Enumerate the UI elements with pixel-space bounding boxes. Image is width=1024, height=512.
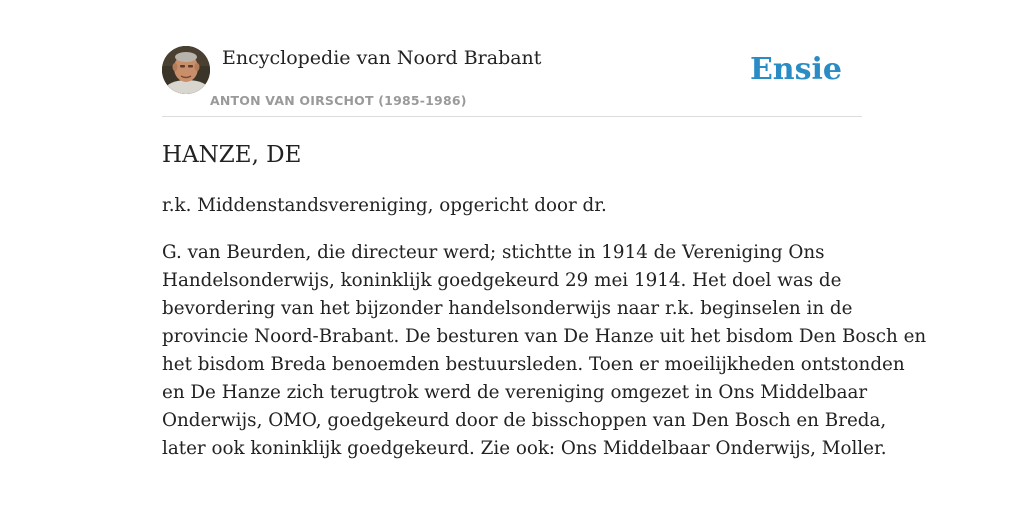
page-container [162, 0, 927, 512]
body-line: bevordering van het bijzonder handelsonderwijs naar r.k. beginselen in de [162, 298, 853, 319]
encyclopedia-title[interactable]: Encyclopedie van Noord Brabant [222, 47, 542, 69]
author-portrait-icon [162, 46, 210, 94]
body-line: provincie Noord-Brabant. De besturen van De Hanze uit het bisdom Den Bosch en [162, 326, 927, 347]
body-line: Handelsonderwijs, koninklijk goedgekeurd 29 mei 1914. Het doel was de [162, 270, 842, 291]
body-line: Onderwijs, OMO, goedgekeurd door de bisschoppen van Den Bosch en Breda, [162, 410, 887, 431]
author-name[interactable]: ANTON VAN OIRSCHOT (1985-1986) [210, 93, 467, 108]
brand-logo[interactable]: Ensie [749, 52, 842, 87]
body-line: en De Hanze zich terugtrok werd de vereniging omgezet in Ons Middelbaar [162, 382, 868, 403]
article-body [162, 239, 927, 463]
body-line: later ook koninklijk goedgekeurd. Zie ook: Ons Middelbaar Onderwijs, Moller. [162, 438, 887, 459]
body-line: G. van Beurden, die directeur werd; stichtte in 1914 de Vereniging Ons [162, 242, 825, 263]
body-line: het bisdom Breda benoemden bestuursleden. Toen er moeilijkheden ontstonden [162, 354, 905, 375]
article-intro: r.k. Middenstandsvereniging, opgericht door dr. [162, 195, 607, 216]
author-avatar[interactable] [162, 46, 210, 94]
article-title: HANZE, DE [162, 142, 302, 168]
header [162, 0, 862, 117]
